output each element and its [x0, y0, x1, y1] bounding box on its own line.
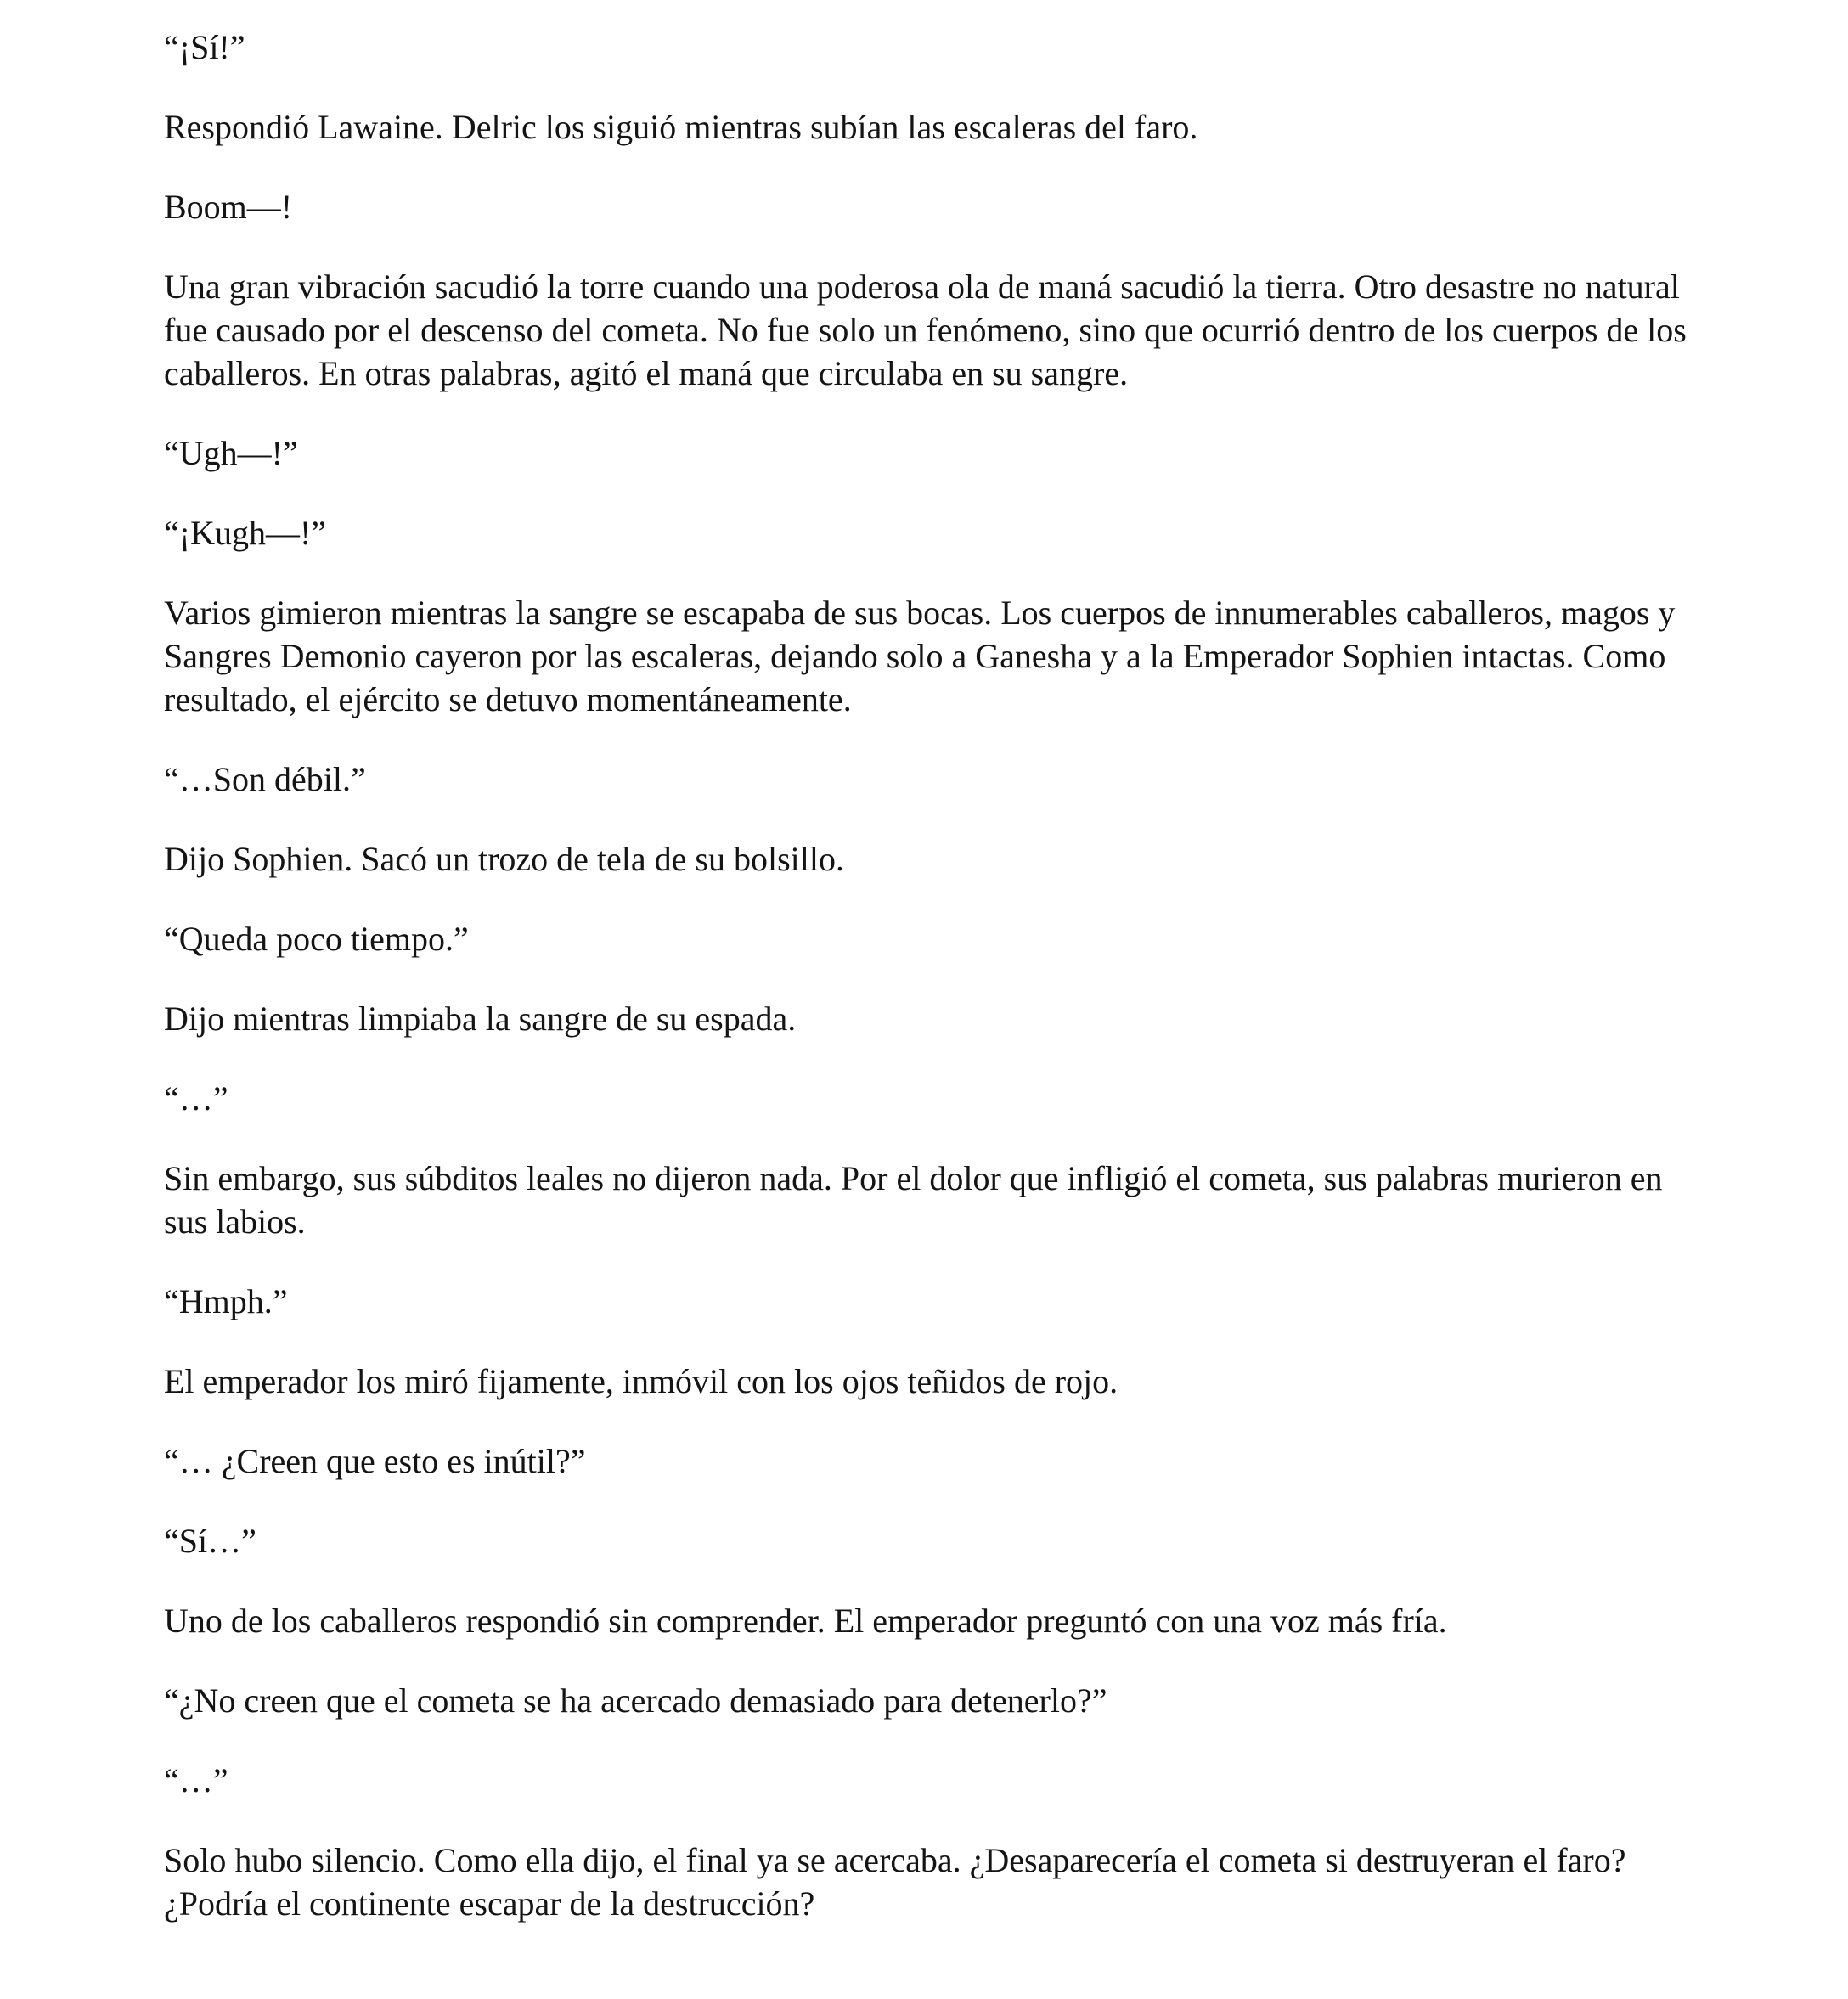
paragraph-11: Dijo mientras limpiaba la sangre de su espada.	[164, 1000, 797, 1038]
paragraph-1: “¡Sí!”	[164, 28, 245, 66]
paragraph-5: “Ugh—!”	[164, 434, 298, 472]
paragraph-13: Sin embargo, sus súbditos leales no dijeron nada. Por el dolor que infligió el cometa, sus palabras murieron en sus labios.	[164, 1159, 1663, 1241]
paragraph-20: “…”	[164, 1761, 228, 1799]
paragraph-10: “Queda poco tiempo.”	[164, 920, 469, 958]
paragraph-17: “Sí…”	[164, 1522, 256, 1560]
paragraph-3: Boom—!	[164, 188, 293, 226]
paragraph-16: “… ¿Creen que esto es inútil?”	[164, 1442, 586, 1480]
paragraph-8: “…Son débil.”	[164, 760, 366, 798]
paragraph-19: “¿No creen que el cometa se ha acercado demasiado para detenerlo?”	[164, 1681, 1107, 1720]
paragraph-4: Una gran vibración sacudió la torre cuando una poderosa ola de maná sacudió la tierra. Otro desastre no natural fue causado por el descenso del cometa. No fue solo un fenómeno, sino que ocurrió dentro de los cuerpos de los caballeros. En otras palabras, agitó el maná que circulaba en su sangre.	[164, 267, 1687, 392]
paragraph-9: Dijo Sophien. Sacó un trozo de tela de su bolsillo.	[164, 840, 844, 878]
paragraph-6: “¡Kugh—!”	[164, 514, 327, 552]
paragraph-21: Solo hubo silencio. Como ella dijo, el final ya se acercaba. ¿Desaparecería el cometa si destruyeran el faro? ¿Podría el continente escapar de la destrucción?	[164, 1841, 1626, 1923]
paragraph-15: El emperador los miró fijamente, inmóvil con los ojos teñidos de rojo.	[164, 1362, 1118, 1400]
paragraph-14: “Hmph.”	[164, 1282, 288, 1320]
paragraph-12: “…”	[164, 1079, 228, 1118]
paragraph-2: Respondió Lawaine. Delric los siguió mientras subían las escaleras del faro.	[164, 108, 1198, 146]
document-body	[164, 25, 1693, 1925]
paragraph-7: Varios gimieron mientras la sangre se escapaba de sus bocas. Los cuerpos de innumerables caballeros, magos y Sangres Demonio cayeron por las escaleras, dejando solo a Ganesha y a la Emperador Sophien intactas. Como resultado, el ejército se detuvo momentáneamente.	[164, 594, 1676, 718]
paragraph-18: Uno de los caballeros respondió sin comprender. El emperador preguntó con una voz más fría.	[164, 1602, 1447, 1640]
